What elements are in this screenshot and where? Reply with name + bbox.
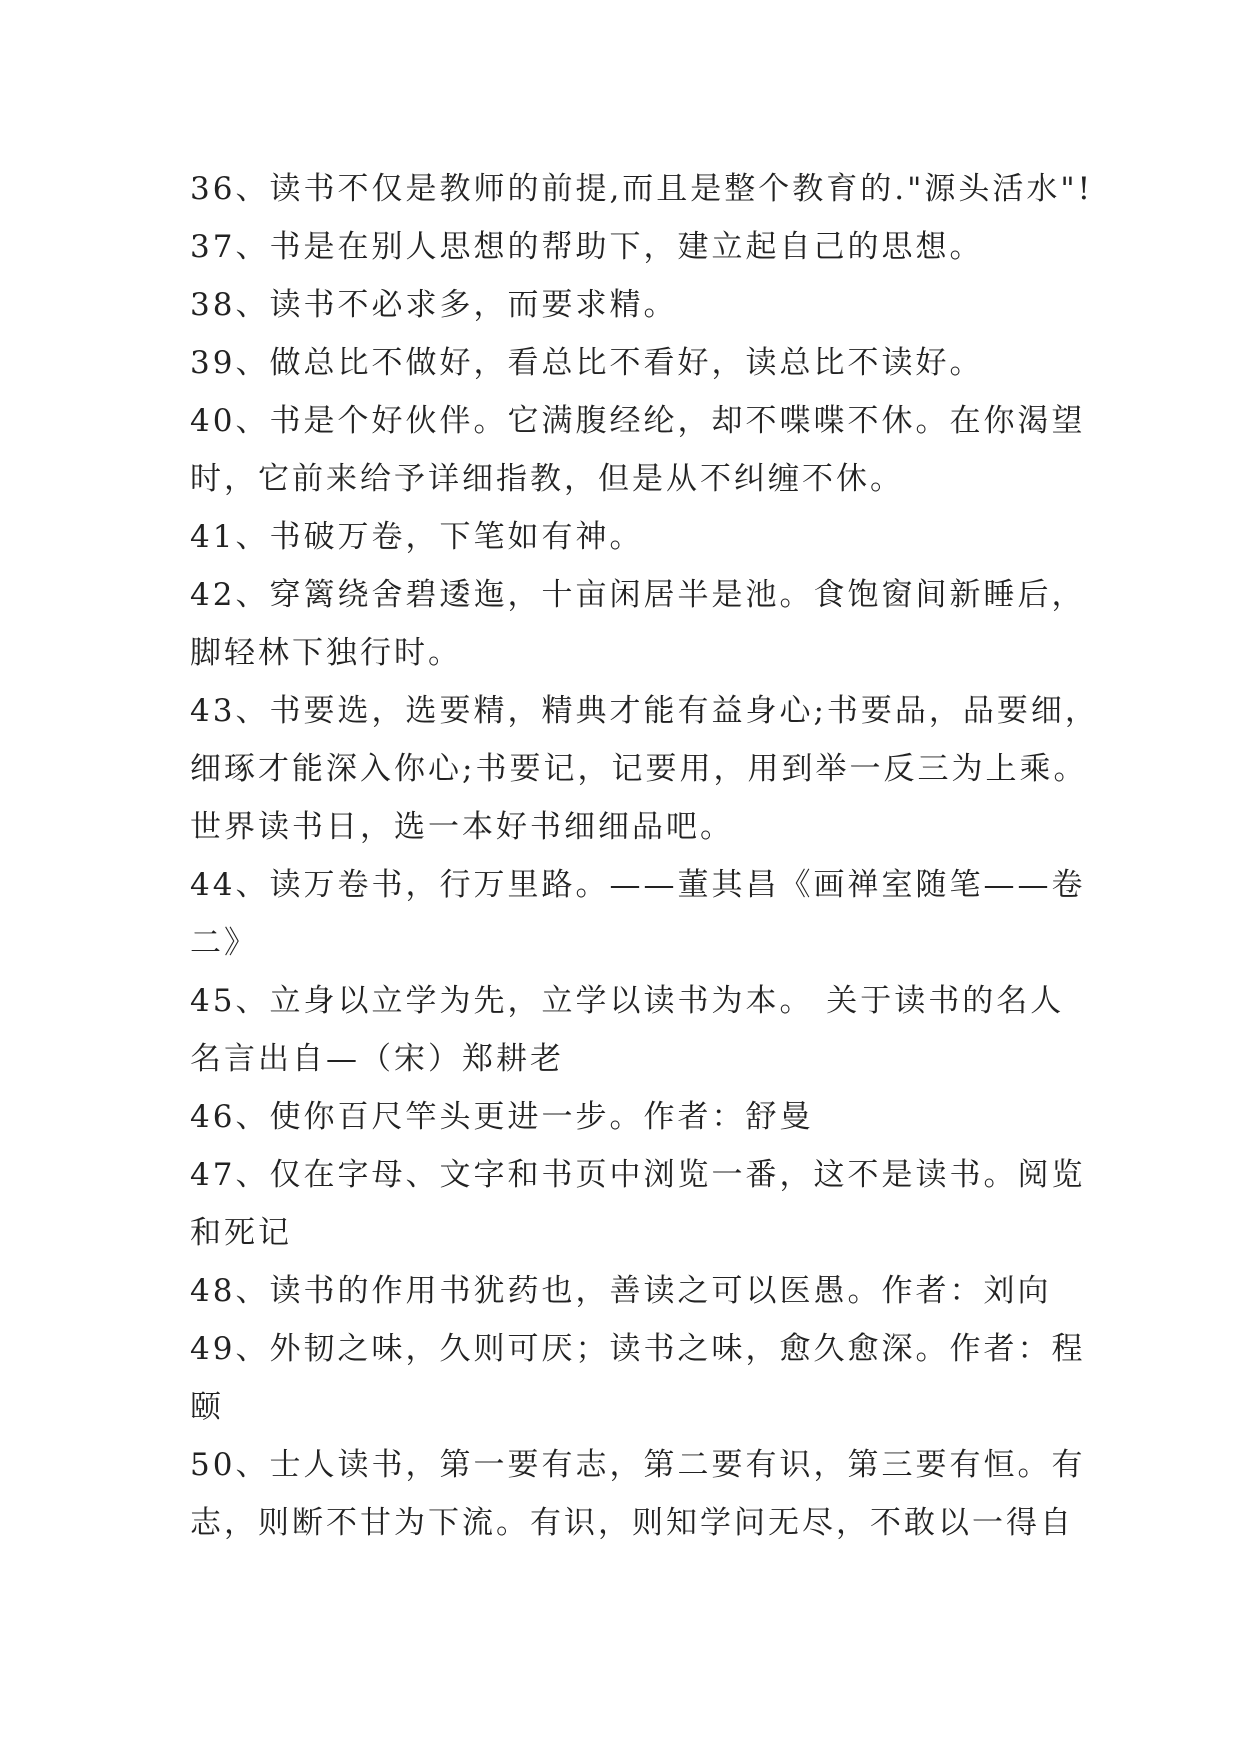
text-line: 44、读万卷书，行万里路。——董其昌《画禅室随笔——卷 [190,867,1086,903]
text-line: 世界读书日，选一本好书细细品吧。 [190,809,734,845]
text-line: 细琢才能深入你心;书要记，记要用，用到举一反三为上乘。 [190,751,1088,787]
text-line: 49、外韧之味，久则可厌；读书之味，愈久愈深。作者：程 [190,1331,1086,1367]
text-line: 37、书是在别人思想的帮助下，建立起自己的思想。 [190,229,984,265]
text-line: 50、士人读书，第一要有志，第二要有识，第三要有恒。有 [190,1447,1086,1483]
document-body [190,160,1099,1552]
text-line: 48、读书的作用书犹药也，善读之可以医愚。作者：刘向 [190,1273,1052,1309]
text-line: 47、仅在字母、文字和书页中浏览一番，这不是读书。阅览 [190,1157,1086,1193]
text-line: 二》 [190,925,258,961]
text-line: 40、书是个好伙伴。它满腹经纶，却不喋喋不休。在你渴望 [190,403,1086,439]
text-line: 名言出自—（宋）郑耕老 [190,1041,564,1077]
text-line: 43、书要选，选要精，精典才能有益身心;书要品，品要细， [190,693,1099,729]
text-line: 脚轻林下独行时。 [190,635,462,671]
text-line: 38、读书不必求多，而要求精。 [190,287,678,323]
text-line: 39、做总比不做好，看总比不看好，读总比不读好。 [190,345,984,381]
text-line: 42、穿篱绕舍碧逶迤，十亩闲居半是池。食饱窗间新睡后， [190,577,1086,613]
text-line: 和死记 [190,1215,292,1251]
text-line: 41、书破万卷，下笔如有神。 [190,519,644,555]
text-line: 志，则断不甘为下流。有识，则知学问无尽，不敢以一得自 [190,1505,1074,1541]
text-line: 46、使你百尺竿头更进一步。作者：舒曼 [190,1099,814,1135]
text-line: 颐 [190,1389,224,1425]
text-line: 时，它前来给予详细指教，但是从不纠缠不休。 [190,461,904,497]
text-line: 36、读书不仅是教师的前提,而且是整个教育的."源头活水"! [190,171,1094,207]
text-line: 45、立身以立学为先，立学以读书为本。 关于读书的名人 [190,983,1065,1019]
